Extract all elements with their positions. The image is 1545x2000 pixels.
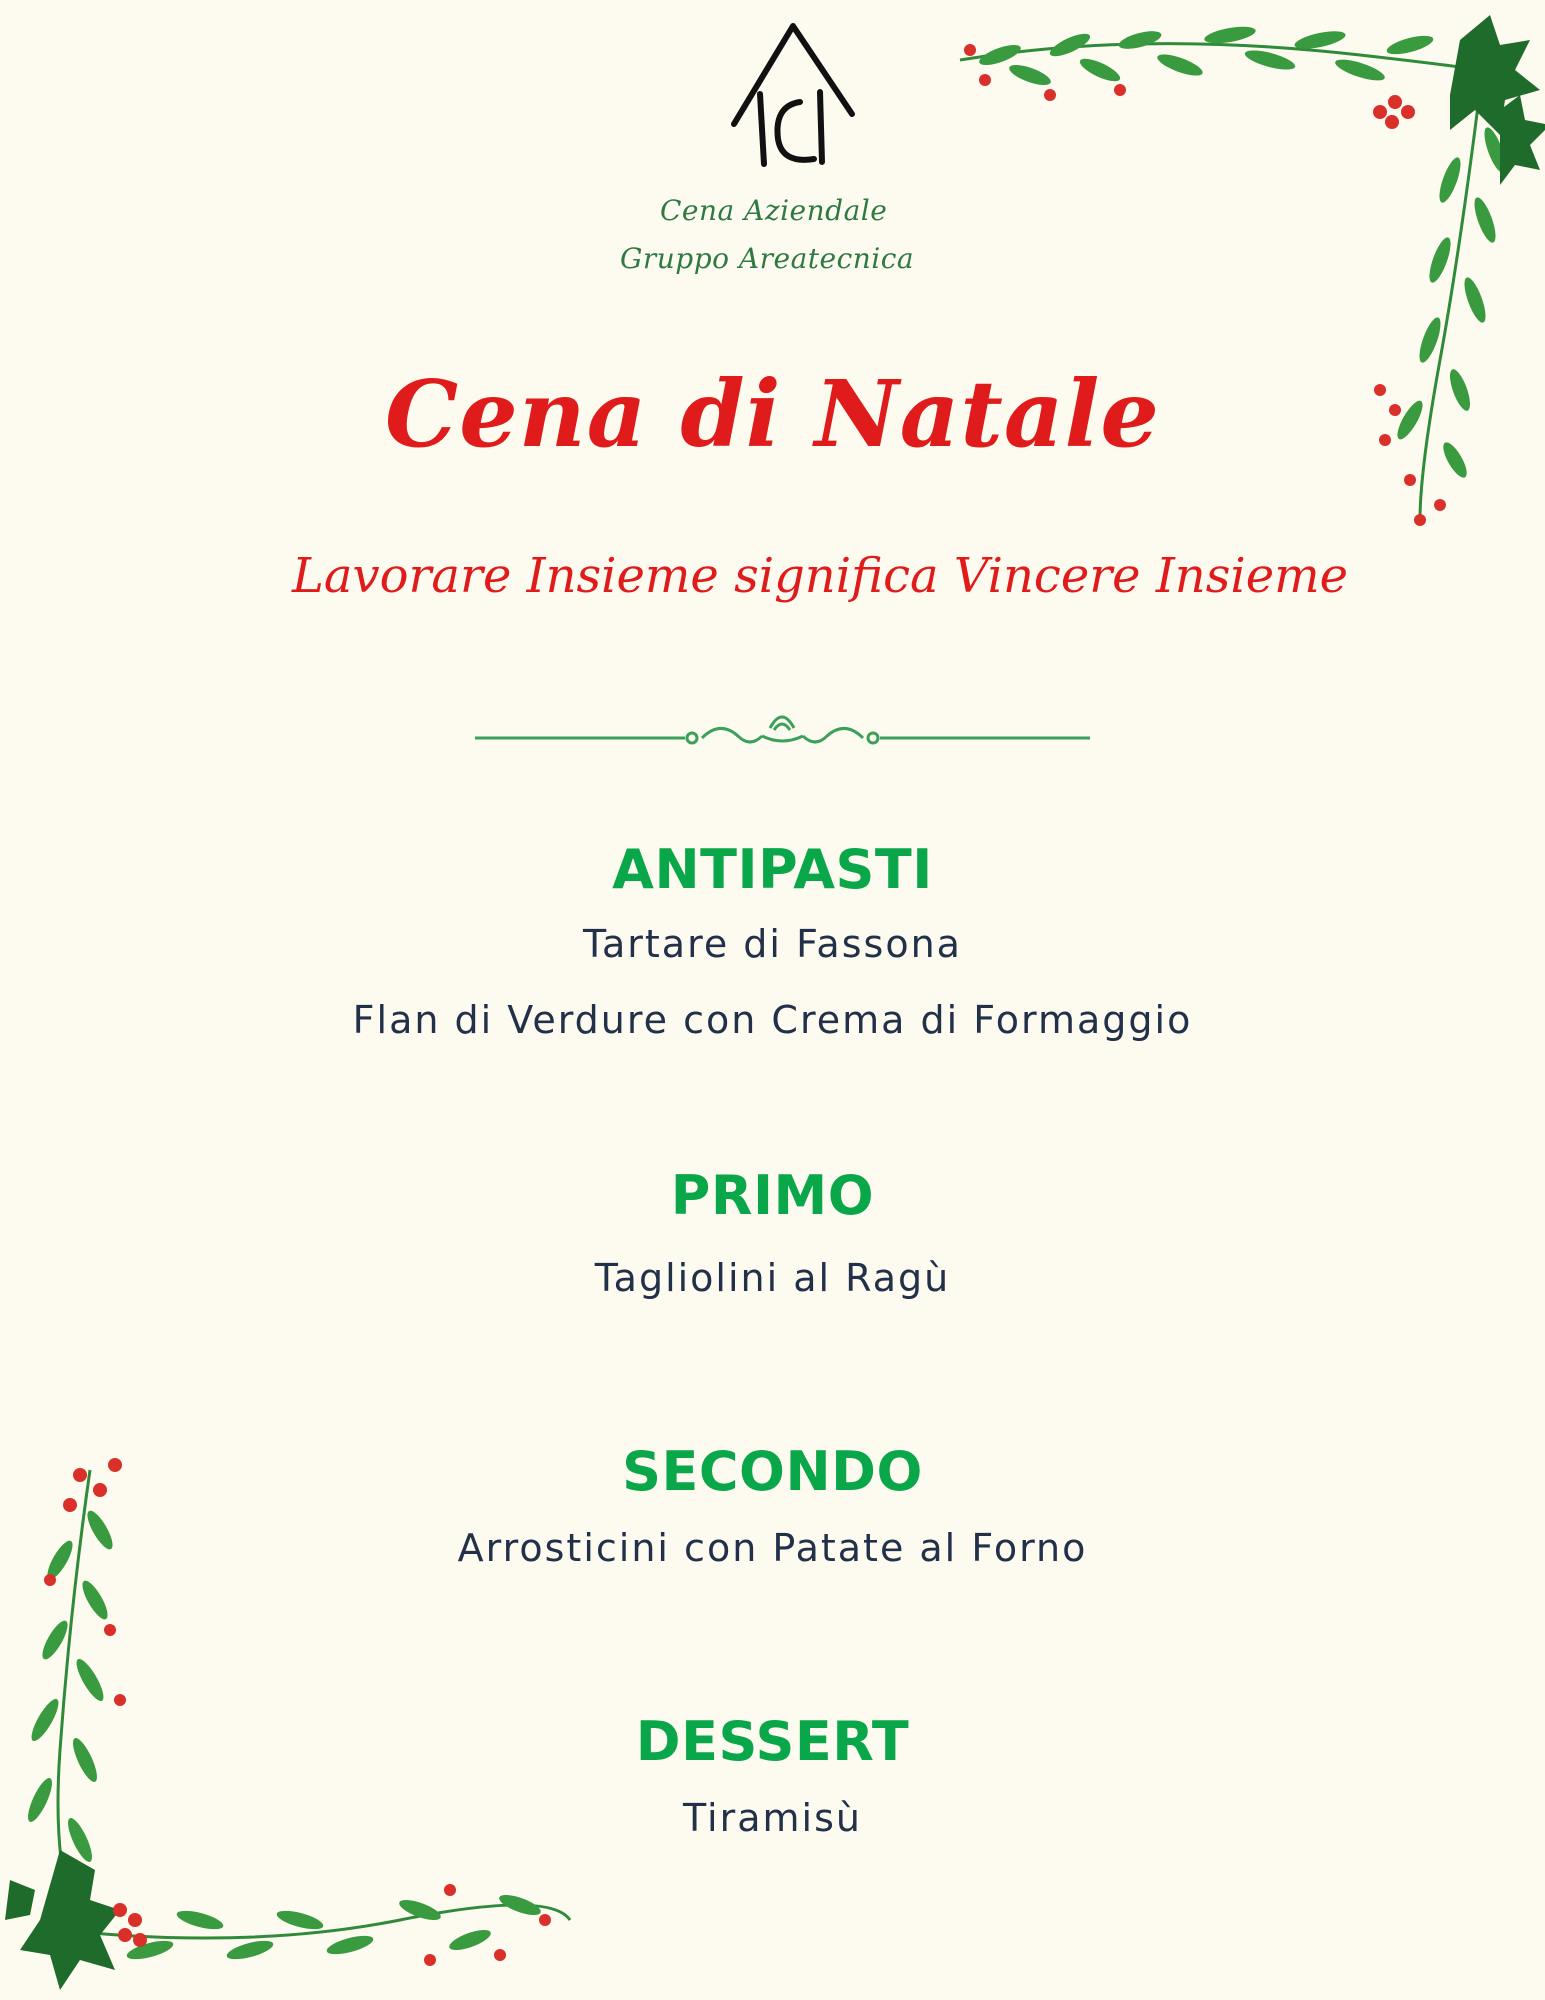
motto: Lavorare Insieme significa Vincere Insieme (291, 548, 1349, 604)
section-title-dessert: DESSERT (635, 1710, 910, 1773)
dish-item: Tartare di Fassona (583, 922, 962, 966)
dish-item: Tagliolini al Ragù (594, 1256, 951, 1300)
company-line-1: Cena Aziendale (660, 194, 888, 227)
company-line-2: Gruppo Areatecnica (620, 242, 915, 275)
section-title-primo: PRIMO (670, 1164, 875, 1227)
dish-item: Flan di Verdure con Crema di Formaggio (352, 998, 1193, 1042)
section-title-secondo: SECONDO (622, 1440, 923, 1503)
page-title: Cena di Natale (385, 360, 1160, 468)
dish-item: Tiramisù (683, 1796, 862, 1840)
dish-item: Arrosticini con Patate al Forno (457, 1526, 1088, 1570)
house-logo-icon (722, 14, 864, 174)
ornament-divider-icon (470, 700, 1095, 754)
section-title-antipasti: ANTIPASTI (612, 838, 933, 901)
